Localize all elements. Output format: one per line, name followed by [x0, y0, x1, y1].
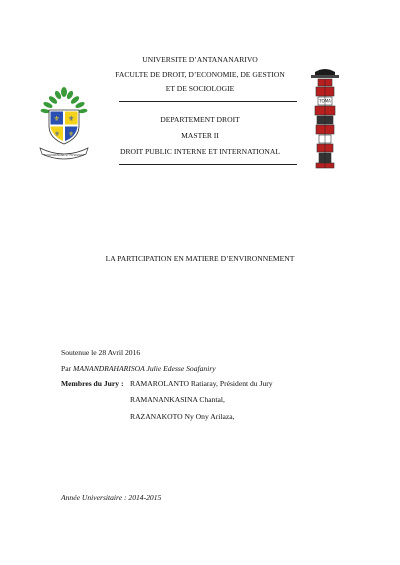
jury-member-3: RAZANAKOTO Ny Ony Arilaza, [130, 412, 235, 421]
department-name: DEPARTEMENT DROIT [160, 115, 240, 124]
jury-member-2: RAMANANKASINA Chantal, [130, 395, 225, 404]
academic-year: Année Universitaire : 2014-2015 [61, 493, 162, 502]
header-divider-top [119, 101, 297, 102]
faculty-name-line2: ET DE SOCIOLOGIE [165, 84, 235, 93]
jury-member-president: RAMAROLANTO Ratiaray, Président du Jury [130, 379, 273, 388]
program-level: MASTER II [181, 131, 219, 140]
author-line [61, 364, 216, 374]
seal-motto-text: FAHAMARINANA SY FAHAIZANA [43, 154, 85, 157]
faculty-name-line1: FACULTE DE DROIT, D’ECONOMIE, DE GESTION [115, 70, 285, 79]
header-divider-bottom [119, 164, 297, 165]
defense-date: Soutenue le 28 Avril 2016 [61, 348, 141, 357]
thesis-title: LA PARTICIPATION EN MATIERE D’ENVIRONNEMENT [105, 254, 295, 263]
author-prefix: Par [61, 364, 74, 373]
svg-text:⚜: ⚜ [68, 115, 75, 123]
jury-label: Membres du Jury : [61, 379, 124, 388]
svg-text:⚜: ⚜ [54, 130, 60, 138]
program-specialty: DROIT PUBLIC INTERNE ET INTERNATIONAL [119, 147, 281, 156]
svg-text:⚜: ⚜ [53, 115, 60, 123]
author-name: MANANDRAHARISOA Julie Edesse Soafaniry [73, 364, 216, 373]
tower-logo-text: TOMA [319, 98, 331, 104]
university-name: UNIVERSITE D’ANTANANARIVO [142, 55, 258, 64]
svg-text:⚜: ⚜ [68, 130, 74, 138]
